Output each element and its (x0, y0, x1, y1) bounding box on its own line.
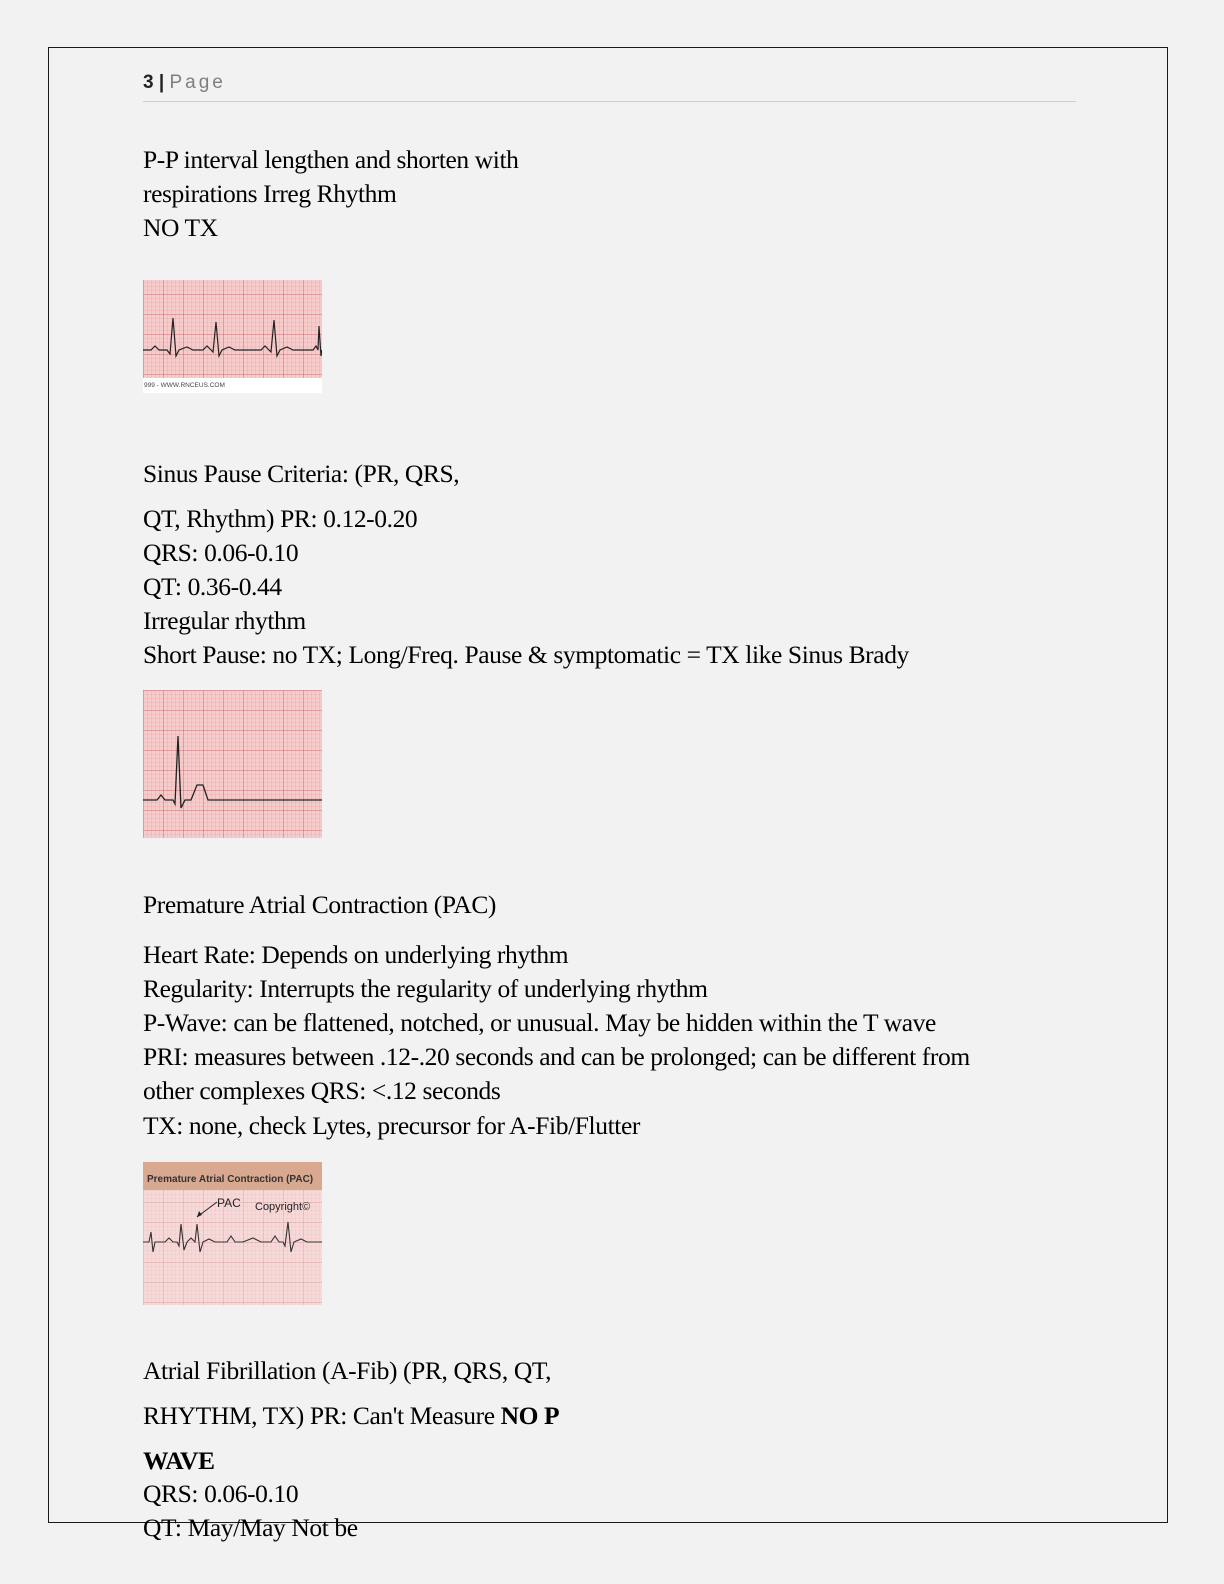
sinus-pause-line-3: QRS: 0.06-0.10 (143, 538, 299, 567)
afib-line-1: Atrial Fibrillation (A-Fib) (PR, QRS, QT, (143, 1356, 552, 1385)
pac-copyright: Copyright© (255, 1201, 311, 1213)
afib-no-p-bold: NO P (500, 1401, 560, 1430)
pac-line-2: Regularity: Interrupts the regularity of underlying rhythm (143, 974, 708, 1003)
sinus-arrhythmia-line-1: P-P interval lengthen and shorten with (143, 145, 519, 174)
pac-line-3: P-Wave: can be flattened, notched, or unusual. May be hidden within the T wave (143, 1008, 936, 1037)
pac-line-1: Heart Rate: Depends on underlying rhythm (143, 940, 569, 969)
pac-image-title: Premature Atrial Contraction (PAC) (147, 1174, 314, 1185)
pac-line-6: TX: none, check Lytes, precursor for A-Fib/Flutter (143, 1111, 640, 1140)
page-label: Page (169, 72, 226, 93)
pac-ecg-image (143, 1162, 322, 1305)
pac-line-5: other complexes QRS: <.12 seconds (143, 1076, 501, 1105)
header-separator: | (158, 72, 165, 93)
pac-label: PAC (217, 1196, 241, 1210)
sinus-pause-line-2: QT, Rhythm) PR: 0.12-0.20 (143, 504, 418, 533)
sinus-pause-line-4: QT: 0.36-0.44 (143, 572, 282, 601)
pac-line-4: PRI: measures between .12-.20 seconds and can be prolonged; can be different from (143, 1042, 970, 1071)
sinus-pause-line-5: Irregular rhythm (143, 606, 306, 635)
sinus-arrhythmia-line-2: respirations Irreg Rhythm (143, 179, 397, 208)
afib-qrs-line: QRS: 0.06-0.10 (143, 1479, 299, 1508)
sinus-arrhythmia-caption: 999 - WWW.RNCEUS.COM (144, 382, 225, 389)
sinus-pause-line-1: Sinus Pause Criteria: (PR, QRS, (143, 459, 460, 488)
page-number: 3 (143, 72, 154, 93)
sinus-arrhythmia-line-3: NO TX (143, 213, 218, 242)
afib-line-2 (143, 1399, 559, 1433)
afib-line-2-text: RHYTHM, TX) PR: Can't Measure (143, 1401, 501, 1430)
afib-wave-bold: WAVE (143, 1446, 215, 1475)
sinus-pause-line-6: Short Pause: no TX; Long/Freq. Pause & symptomatic = TX like Sinus Brady (143, 640, 909, 669)
sinus-arrhythmia-ecg-image (143, 274, 322, 393)
afib-qt-line: QT: May/May Not be (143, 1513, 358, 1542)
sinus-pause-ecg-image (143, 690, 322, 838)
pac-title: Premature Atrial Contraction (PAC) (143, 890, 497, 919)
page-header (143, 72, 1076, 102)
